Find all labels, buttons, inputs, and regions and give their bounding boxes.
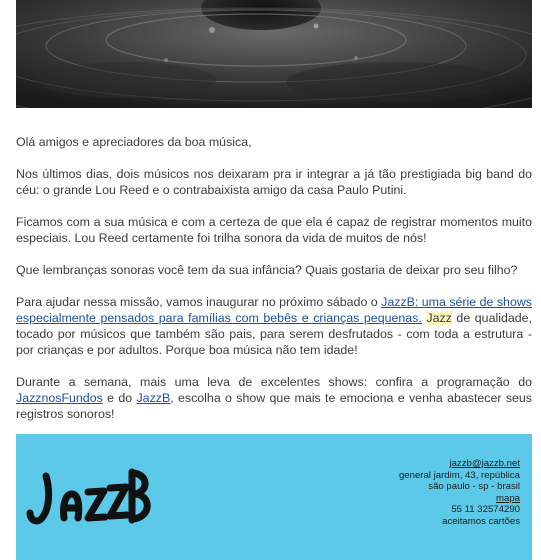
map-link[interactable]: mapa xyxy=(496,492,520,504)
contact-address: general jardim, 43, república xyxy=(398,469,520,481)
weekly-shows-text-middle: e do xyxy=(102,391,137,405)
jazzb-launch-text-end: de qualidade, tocado por músicos que também são pais, para serem desfrutados - com toda a estrutura - por crianças e por adultos. Porque boa música não tem idade! xyxy=(16,311,532,357)
jazznosfundos-link[interactable]: JazznosFundos xyxy=(16,391,103,405)
paragraph-jazzb-launch xyxy=(16,294,532,358)
contact-info xyxy=(399,458,520,528)
jazzb-link[interactable]: JazzB xyxy=(136,391,171,405)
paragraph-weekly-shows xyxy=(16,374,532,422)
jazzb-series-link[interactable]: JazzB: uma série de shows especialmente pensados para famílias com bebês e crianças pequenas. xyxy=(16,295,532,325)
jazzb-logo-icon xyxy=(26,464,156,533)
contact-phone: 55 11 32574290 xyxy=(451,504,520,516)
weekly-shows-text-end: , escolha o show que mais te emociona e venha abastecer seus registros sonoros! xyxy=(16,391,532,421)
email-body xyxy=(16,134,532,438)
hero-image xyxy=(16,0,532,108)
jazz-highlight: Jazz xyxy=(426,311,452,325)
hero-water-photo xyxy=(16,0,532,108)
paragraph-childhood-question: Que lembranças sonoras você tem da sua infância? Quais gostaria de deixar pro seu filho? xyxy=(16,263,518,277)
contact-email-link[interactable]: jazzb@jazzb.net xyxy=(449,458,520,469)
paragraph-musicians: Nos últimos dias, dois músicos nos deixaram pra ir integrar a já tão prestigiada big band do céu: o grande Lou Reed e o contrabaixista amigo da casa Paulo Putini. xyxy=(16,167,532,197)
weekly-shows-text-start: Durante a semana, mais uma leva de excelentes shows: confira a programação do xyxy=(16,375,532,389)
jazzb-launch-text-start: Para ajudar nessa missão, vamos inaugurar no próximo sábado o xyxy=(16,295,382,309)
contact-city: são paulo - sp - brasil xyxy=(428,481,520,493)
paragraph-lou-reed: Ficamos com a sua música e com a certeza de que ela é capaz de registrar momentos muito especiais. Lou Reed certamente foi trilha sonora da vida de muitos de nós! xyxy=(16,215,532,245)
accepted-cards: aceitamos cartões xyxy=(442,515,520,527)
footer-banner xyxy=(16,434,532,560)
greeting-paragraph: Olá amigos e apreciadores da boa música, xyxy=(16,135,252,149)
